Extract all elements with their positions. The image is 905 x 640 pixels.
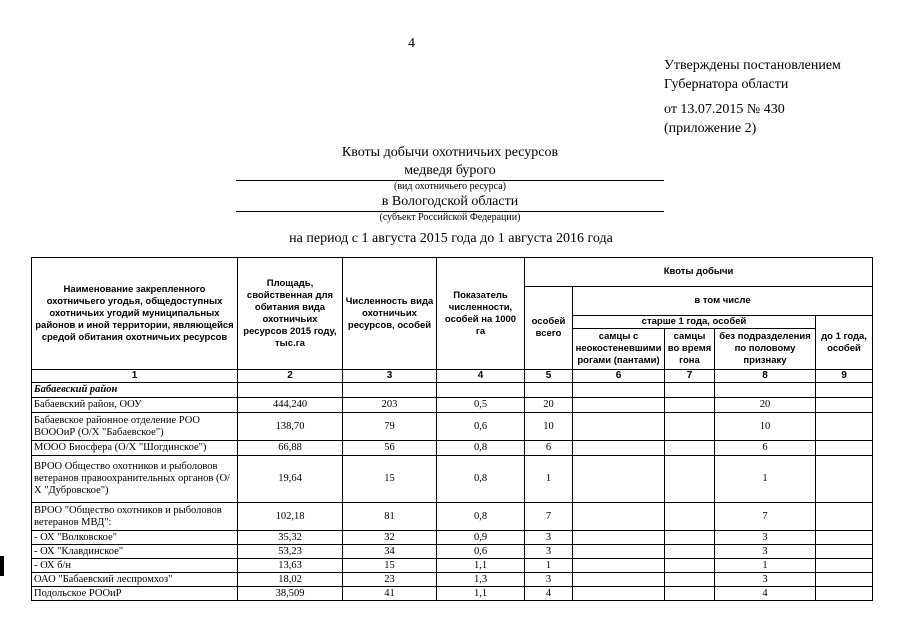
column-number: 3 bbox=[343, 370, 437, 383]
cell-population: 32 bbox=[343, 531, 437, 545]
cell-no-sex: 1 bbox=[715, 559, 816, 573]
scan-margin-mark bbox=[0, 556, 4, 576]
header-males-rut: самцы во время гона bbox=[665, 329, 715, 370]
cell-name: ОАО "Бабаевский леспромхоз" bbox=[32, 573, 238, 587]
cell-under-year bbox=[816, 531, 873, 545]
approval-line: Утверждены постановлением bbox=[664, 58, 841, 73]
cell-males-antlers bbox=[573, 559, 665, 573]
cell-area: 102,18 bbox=[238, 503, 343, 531]
cell-no-sex: 3 bbox=[715, 573, 816, 587]
table-row bbox=[32, 587, 873, 601]
cell-no-sex: 3 bbox=[715, 545, 816, 559]
cell-males-antlers bbox=[573, 573, 665, 587]
cell-males-rut bbox=[665, 587, 715, 601]
cell-total: 10 bbox=[525, 413, 573, 441]
cell-population: 23 bbox=[343, 573, 437, 587]
cell-density: 1,1 bbox=[437, 559, 525, 573]
table-row bbox=[32, 456, 873, 503]
column-number: 5 bbox=[525, 370, 573, 383]
cell-name: Подольское РООиР bbox=[32, 587, 238, 601]
cell-under-year bbox=[816, 413, 873, 441]
cell-total: 4 bbox=[525, 587, 573, 601]
cell-males-antlers bbox=[573, 587, 665, 601]
cell-area: 13,63 bbox=[238, 559, 343, 573]
cell-population: 81 bbox=[343, 503, 437, 531]
cell-males-antlers bbox=[573, 398, 665, 413]
cell-total: 6 bbox=[525, 441, 573, 456]
table-row bbox=[32, 559, 873, 573]
cell-population: 56 bbox=[343, 441, 437, 456]
cell-area: 38,509 bbox=[238, 587, 343, 601]
cell-area: 66,88 bbox=[238, 441, 343, 456]
cell-no-sex: 7 bbox=[715, 503, 816, 531]
resource-name: медведя бурого bbox=[236, 163, 664, 181]
column-number: 7 bbox=[665, 370, 715, 383]
resource-caption: (вид охотничьего ресурса) bbox=[393, 181, 506, 192]
cell-name: МООО Биосфера (О/Х "Шогдинское") bbox=[32, 441, 238, 456]
cell-population: 15 bbox=[343, 456, 437, 503]
cell-total: 7 bbox=[525, 503, 573, 531]
column-number: 9 bbox=[816, 370, 873, 383]
cell-total: 1 bbox=[525, 456, 573, 503]
cell-name: Бабаевское районное отделение РОО ВОООиР (О/Х "Бабаевское") bbox=[32, 413, 238, 441]
column-number: 2 bbox=[238, 370, 343, 383]
cell-density: 1,3 bbox=[437, 573, 525, 587]
cell-no-sex: 4 bbox=[715, 587, 816, 601]
header-including: в том числе bbox=[573, 287, 873, 316]
table-row bbox=[32, 413, 873, 441]
header-under-year: до 1 года, особей bbox=[816, 316, 873, 370]
table-row bbox=[32, 545, 873, 559]
cell-area: 138,70 bbox=[238, 413, 343, 441]
table-row bbox=[32, 573, 873, 587]
cell-name: - ОХ "Клавдинское" bbox=[32, 545, 238, 559]
cell-under-year bbox=[816, 559, 873, 573]
cell-name: Бабаевский район, ООУ bbox=[32, 398, 238, 413]
cell-males-antlers bbox=[573, 413, 665, 441]
cell-males-rut bbox=[665, 559, 715, 573]
approval-note bbox=[664, 56, 841, 138]
cell-name: ВРОО Общество охотников и рыболовов ветеранов правоохранительных органов (О/Х "Дубровское") bbox=[32, 456, 238, 503]
cell-males-antlers bbox=[573, 531, 665, 545]
cell-males-rut bbox=[665, 545, 715, 559]
cell-density: 0,8 bbox=[437, 441, 525, 456]
table-row bbox=[32, 398, 873, 413]
cell-name: - ОХ б/н bbox=[32, 559, 238, 573]
cell-area: 18,02 bbox=[238, 573, 343, 587]
cell-males-antlers bbox=[573, 441, 665, 456]
cell-under-year bbox=[816, 456, 873, 503]
cell-under-year bbox=[816, 587, 873, 601]
table-row bbox=[32, 441, 873, 456]
header-quotas: Квоты добычи bbox=[525, 258, 873, 287]
cell-density: 0,5 bbox=[437, 398, 525, 413]
approval-line: Губернатора области bbox=[664, 77, 789, 92]
cell-total: 3 bbox=[525, 573, 573, 587]
period-line: на период с 1 августа 2015 года до 1 августа 2016 года bbox=[289, 231, 613, 246]
header-area: Площадь, свойственная для обитания вида охотничьих ресурсов 2015 году, тыс.га bbox=[238, 258, 343, 370]
cell-total: 3 bbox=[525, 531, 573, 545]
cell-total: 20 bbox=[525, 398, 573, 413]
cell-males-rut bbox=[665, 573, 715, 587]
header-density: Показатель численности, особей на 1000 га bbox=[437, 258, 525, 370]
district-row bbox=[32, 383, 873, 398]
cell-under-year bbox=[816, 398, 873, 413]
column-number: 4 bbox=[437, 370, 525, 383]
page-number: 4 bbox=[408, 36, 415, 51]
cell-population: 203 bbox=[343, 398, 437, 413]
cell-total: 3 bbox=[525, 545, 573, 559]
cell-males-antlers bbox=[573, 503, 665, 531]
cell-no-sex: 10 bbox=[715, 413, 816, 441]
approval-line: (приложение 2) bbox=[664, 121, 757, 136]
cell-density: 0,6 bbox=[437, 545, 525, 559]
cell-under-year bbox=[816, 503, 873, 531]
header-total: особей всего bbox=[525, 287, 573, 370]
cell-males-rut bbox=[665, 503, 715, 531]
header-no-sex: без подразделения по половому признаку bbox=[715, 329, 816, 370]
district-name: Бабаевский район bbox=[32, 383, 238, 398]
column-number: 1 bbox=[32, 370, 238, 383]
cell-density: 0,8 bbox=[437, 456, 525, 503]
cell-males-rut bbox=[665, 398, 715, 413]
cell-no-sex: 3 bbox=[715, 531, 816, 545]
cell-area: 35,32 bbox=[238, 531, 343, 545]
region-name: в Вологодской области bbox=[236, 194, 664, 212]
region-caption: (субъект Российской Федерации) bbox=[379, 212, 521, 223]
cell-area: 19,64 bbox=[238, 456, 343, 503]
cell-density: 0,6 bbox=[437, 413, 525, 441]
cell-under-year bbox=[816, 545, 873, 559]
cell-males-rut bbox=[665, 441, 715, 456]
column-number: 8 bbox=[715, 370, 816, 383]
cell-density: 0,8 bbox=[437, 503, 525, 531]
header-older: старше 1 года, особей bbox=[573, 316, 816, 329]
cell-density: 1,1 bbox=[437, 587, 525, 601]
cell-population: 79 bbox=[343, 413, 437, 441]
header-name: Наименование закрепленного охотничьего угодья, общедоступных охотничьих угодий муниципальных районов и иной территории, являющейся средой обитания охотничьих ресурсов bbox=[32, 258, 238, 370]
cell-population: 41 bbox=[343, 587, 437, 601]
cell-name: ВРОО "Общество охотников и рыболовов ветеранов МВД": bbox=[32, 503, 238, 531]
quota-table bbox=[31, 257, 873, 601]
cell-males-rut bbox=[665, 456, 715, 503]
cell-males-antlers bbox=[573, 456, 665, 503]
cell-males-antlers bbox=[573, 545, 665, 559]
cell-total: 1 bbox=[525, 559, 573, 573]
cell-area: 444,240 bbox=[238, 398, 343, 413]
cell-name: - ОХ "Волковское" bbox=[32, 531, 238, 545]
cell-under-year bbox=[816, 441, 873, 456]
cell-population: 34 bbox=[343, 545, 437, 559]
cell-no-sex: 20 bbox=[715, 398, 816, 413]
approval-line: от 13.07.2015 № 430 bbox=[664, 102, 785, 117]
cell-area: 53,23 bbox=[238, 545, 343, 559]
cell-density: 0,9 bbox=[437, 531, 525, 545]
table-row bbox=[32, 531, 873, 545]
header-population: Численность вида охотничьих ресурсов, особей bbox=[343, 258, 437, 370]
document-title: Квоты добычи охотничьих ресурсов bbox=[341, 145, 559, 160]
header-males-antlers: самцы с неокостеневшими рогами (пантами) bbox=[573, 329, 665, 370]
cell-no-sex: 1 bbox=[715, 456, 816, 503]
column-number: 6 bbox=[573, 370, 665, 383]
cell-males-rut bbox=[665, 413, 715, 441]
cell-no-sex: 6 bbox=[715, 441, 816, 456]
cell-males-rut bbox=[665, 531, 715, 545]
table-row bbox=[32, 503, 873, 531]
cell-under-year bbox=[816, 573, 873, 587]
cell-population: 15 bbox=[343, 559, 437, 573]
